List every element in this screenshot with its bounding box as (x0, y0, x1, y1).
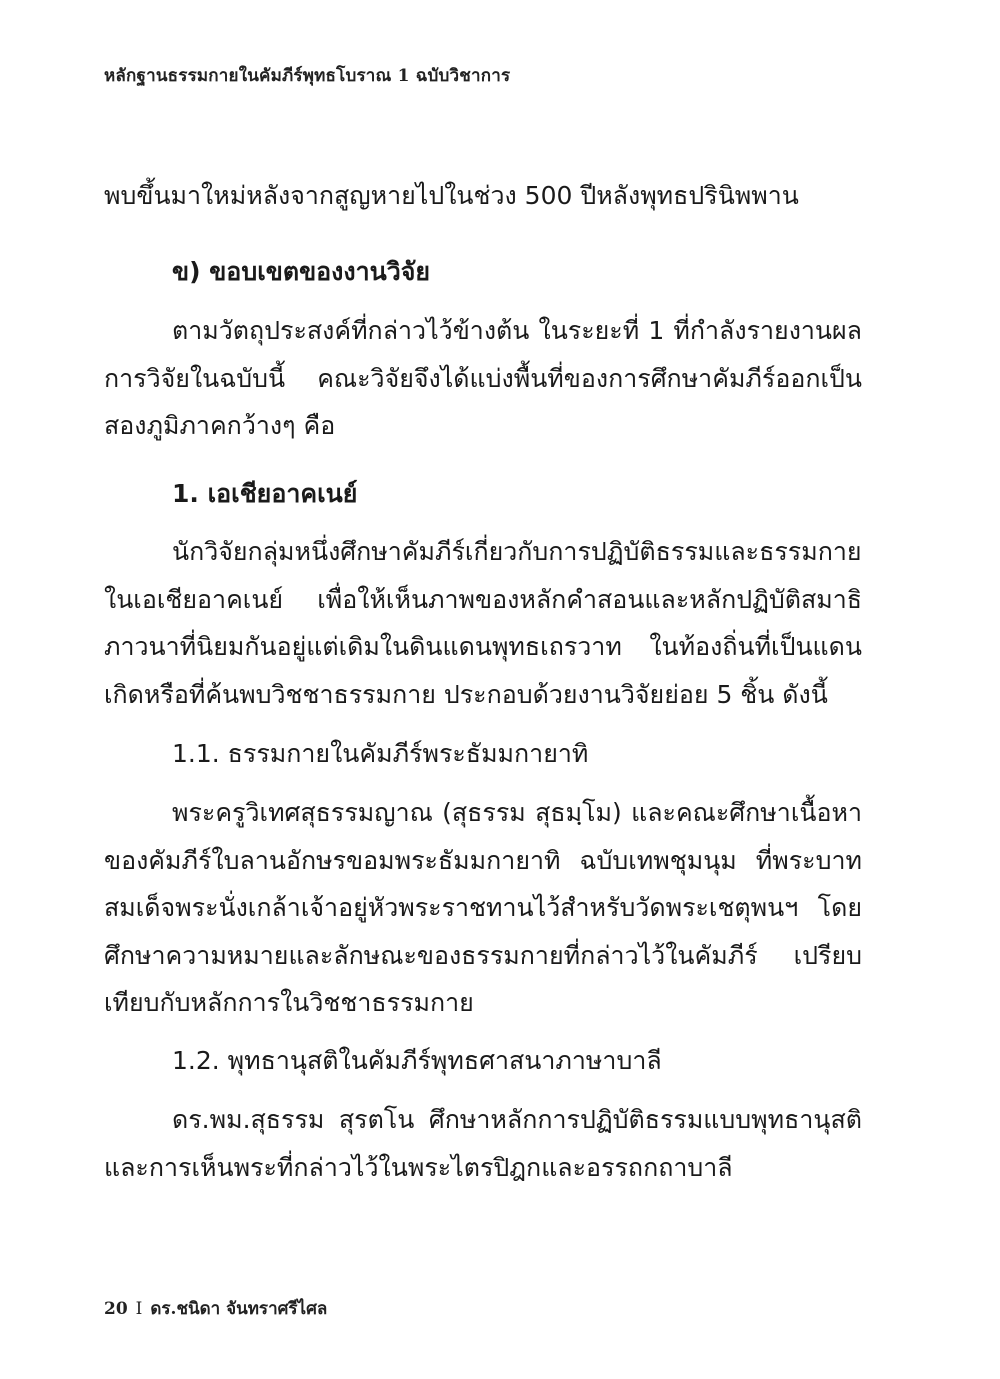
author-name: ดร.ชนิดา จันทราศรีไศล (150, 1299, 328, 1319)
subsection-1-1-title: 1.1. ธรรมกายในคัมภีร์พระธัมมกายาทิ (172, 739, 589, 768)
page-footer (104, 1295, 327, 1322)
footer-separator: I (135, 1299, 143, 1319)
running-header: หลักฐานธรรมกายในคัมภีร์พุทธโบราณ 1 ฉบับวิชาการ (104, 66, 511, 86)
opening-line: พบขึ้นมาใหม่หลังจากสูญหายไปในช่วง 500 ปีหลังพุทธปรินิพพาน (104, 181, 799, 210)
page-number: 20 (104, 1299, 128, 1319)
section-heading-scope: ข) ขอบเขตของงานวิจัย (172, 257, 431, 286)
scope-paragraph: ตามวัตถุประสงค์ที่กล่าวไว้ข้างต้น ในระยะที่ 1 ที่กำลังรายงานผลการวิจัยในฉบับนี้ คณะวิจัยจึงได้แบ่งพื้นที่ของการศึกษาคัมภีร์ออกเป็นสองภูมิภาคกว้างๆ คือ (104, 316, 862, 440)
subsection-1-2-title: 1.2. พุทธานุสติในคัมภีร์พุทธศาสนาภาษาบาลี (172, 1046, 662, 1075)
region-paragraph: นักวิจัยกลุ่มหนึ่งศึกษาคัมภีร์เกี่ยวกับการปฏิบัติธรรมและธรรมกายในเอเชียอาคเนย์ เพื่อให้เห็นภาพของหลักคำสอนและหลักปฏิบัติสมาธิภาวนาที่นิยมกันอยู่แต่เดิมในดินแดนพุทธเถรวาท ในท้องถิ่นที่เป็นแดนเกิดหรือที่ค้นพบวิชชาธรรมกาย ประกอบด้วยงานวิจัยย่อย 5 ชิ้น ดังนี้ (104, 537, 862, 709)
subsection-1-1-paragraph: พระครูวิเทศสุธรรมญาณ (สุธรรม สุธมฺโม) และคณะศึกษาเนื้อหาของคัมภีร์ใบลานอักษรขอมพระธัมมกายาทิ ฉบับเทพชุมนุม ที่พระบาทสมเด็จพระนั่งเกล้าเจ้าอยู่หัวพระราชทานไว้สำหรับวัดพระเชตุพนฯ โดยศึกษาความหมายและลักษณะของธรรมกายที่กล่าวไว้ในคัมภีร์ เปรียบเทียบกับหลักการในวิชชาธรรมกาย (104, 798, 862, 1017)
region-heading: 1. เอเชียอาคเนย์ (172, 479, 358, 508)
subsection-1-2-paragraph: ดร.พม.สุธรรม สุรตโน ศึกษาหลักการปฏิบัติธรรมแบบพุทธานุสติและการเห็นพระที่กล่าวไว้ในพระไตรปิฎกและอรรถกถาบาลี (104, 1105, 862, 1182)
